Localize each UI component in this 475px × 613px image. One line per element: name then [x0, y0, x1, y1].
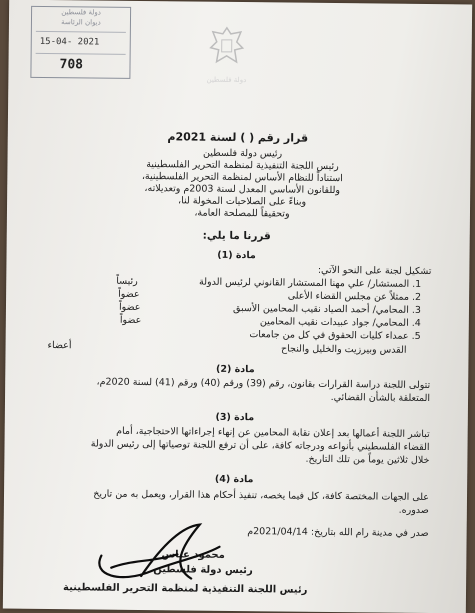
member-5-universities: القدس وبيرزيت والخليل والنجاح [281, 343, 407, 356]
member-1: 1. المستشار/ علي مهنا المستشار القانوني لرئيس الدولة [198, 276, 422, 290]
member-2-role: عضواً [118, 288, 140, 300]
article-3-line: خلال ثلاثين يوماً من تلك التاريخ. [305, 453, 430, 467]
document-page [3, 0, 472, 613]
stamp-org-line2: ديوان الرئاسة [61, 18, 101, 27]
article-3-line: تباشر اللجنة أعمالها بعد إعلان نقابة المحامين عن إنهاء إجراءاتها الاحتجاجية، أمام [116, 425, 430, 441]
article-1-heading: مادة (1) [217, 249, 256, 262]
member-2: 2. ممثلاً عن مجلس القضاء الأعلى [287, 290, 422, 303]
article-1-intro: تشكيل لجنة على النحو الآتي: [317, 264, 432, 278]
member-5-role: أعضاء [47, 340, 72, 352]
preamble-line: استناداً للنظام الأساس لمنظمة التحرير الفلسطينية، [141, 170, 343, 185]
preamble-line: وبناءً على الصلاحيات المخولة لنا، [177, 195, 307, 208]
preamble-line: رئيس اللجنة التنفيذية لمنظمة التحرير الفلسطينية [146, 159, 339, 173]
member-3-role: عضواً [118, 301, 141, 313]
member-4: 4. المحامي/ جواد عبيدات نقيب المحامين [259, 316, 421, 329]
member-3: 3. المحامي/ أحمد الصياد نقيب المحامين الأسبق [233, 302, 422, 316]
preamble-line: وللقانون الأساسي المعدل لسنة 2003م وتعديلاته، [144, 183, 341, 197]
article-2-line: المتعلقة بالشأن القضائي. [330, 391, 431, 405]
preamble-line: وتحقيقاً للمصلحة العامة، [194, 207, 290, 220]
member-1-role: رئيساً [116, 275, 138, 287]
article-4-line: على الجهات المختصة كافة، كل فيما يخصه، تنفيذ أحكام هذا القرار، ويعمل به من تاريخ [93, 488, 430, 504]
article-4-heading: مادة (4) [214, 473, 254, 486]
decree-title: قرار رقم ( ) لسنة 2021م [167, 130, 309, 145]
member-4-role: عضواً [119, 314, 142, 326]
stamp-date: 15-04- 2021 [39, 36, 100, 48]
signatory-title-2: رئيس اللجنة التنفيذية لمنظمة التحرير الفلسطينية [62, 582, 308, 596]
signature-scribble [81, 515, 222, 586]
stamp-number: 708 [59, 57, 84, 73]
stamp-org-line1: دولة فلسطين [61, 8, 101, 17]
article-3-line: القضاء الفلسطيني بأنواعه ودرجاته كافة، على أن ترفع اللجنة توصياتها إلى رئيس الدولة [90, 438, 430, 454]
signatory-name: محمود عباس [161, 549, 225, 561]
article-3-heading: مادة (3) [215, 411, 255, 424]
emblem-caption: دولة فلسطين [206, 75, 247, 85]
article-4-line: صدوره. [398, 504, 429, 517]
member-5: 5. عمداء كليات الحقوق في كل من جامعات [249, 329, 421, 342]
issue-date-line: صدر في مدينة رام الله بتاريخ: 2021/04/14م [247, 526, 429, 540]
article-2-heading: مادة (2) [216, 363, 255, 376]
decided-heading: قررنا ما يلي: [202, 229, 271, 243]
signatory-title-1: رئيس دولة فلسطين [153, 564, 253, 577]
decree-body [3, 0, 472, 613]
article-2-line: تتولى اللجنة دراسة القرارات بقانون، رقم (39) ورقم (40) ورقم (41) لسنة 2020م، [96, 376, 431, 392]
preamble-line: رئيس دولة فلسطين [202, 147, 283, 160]
